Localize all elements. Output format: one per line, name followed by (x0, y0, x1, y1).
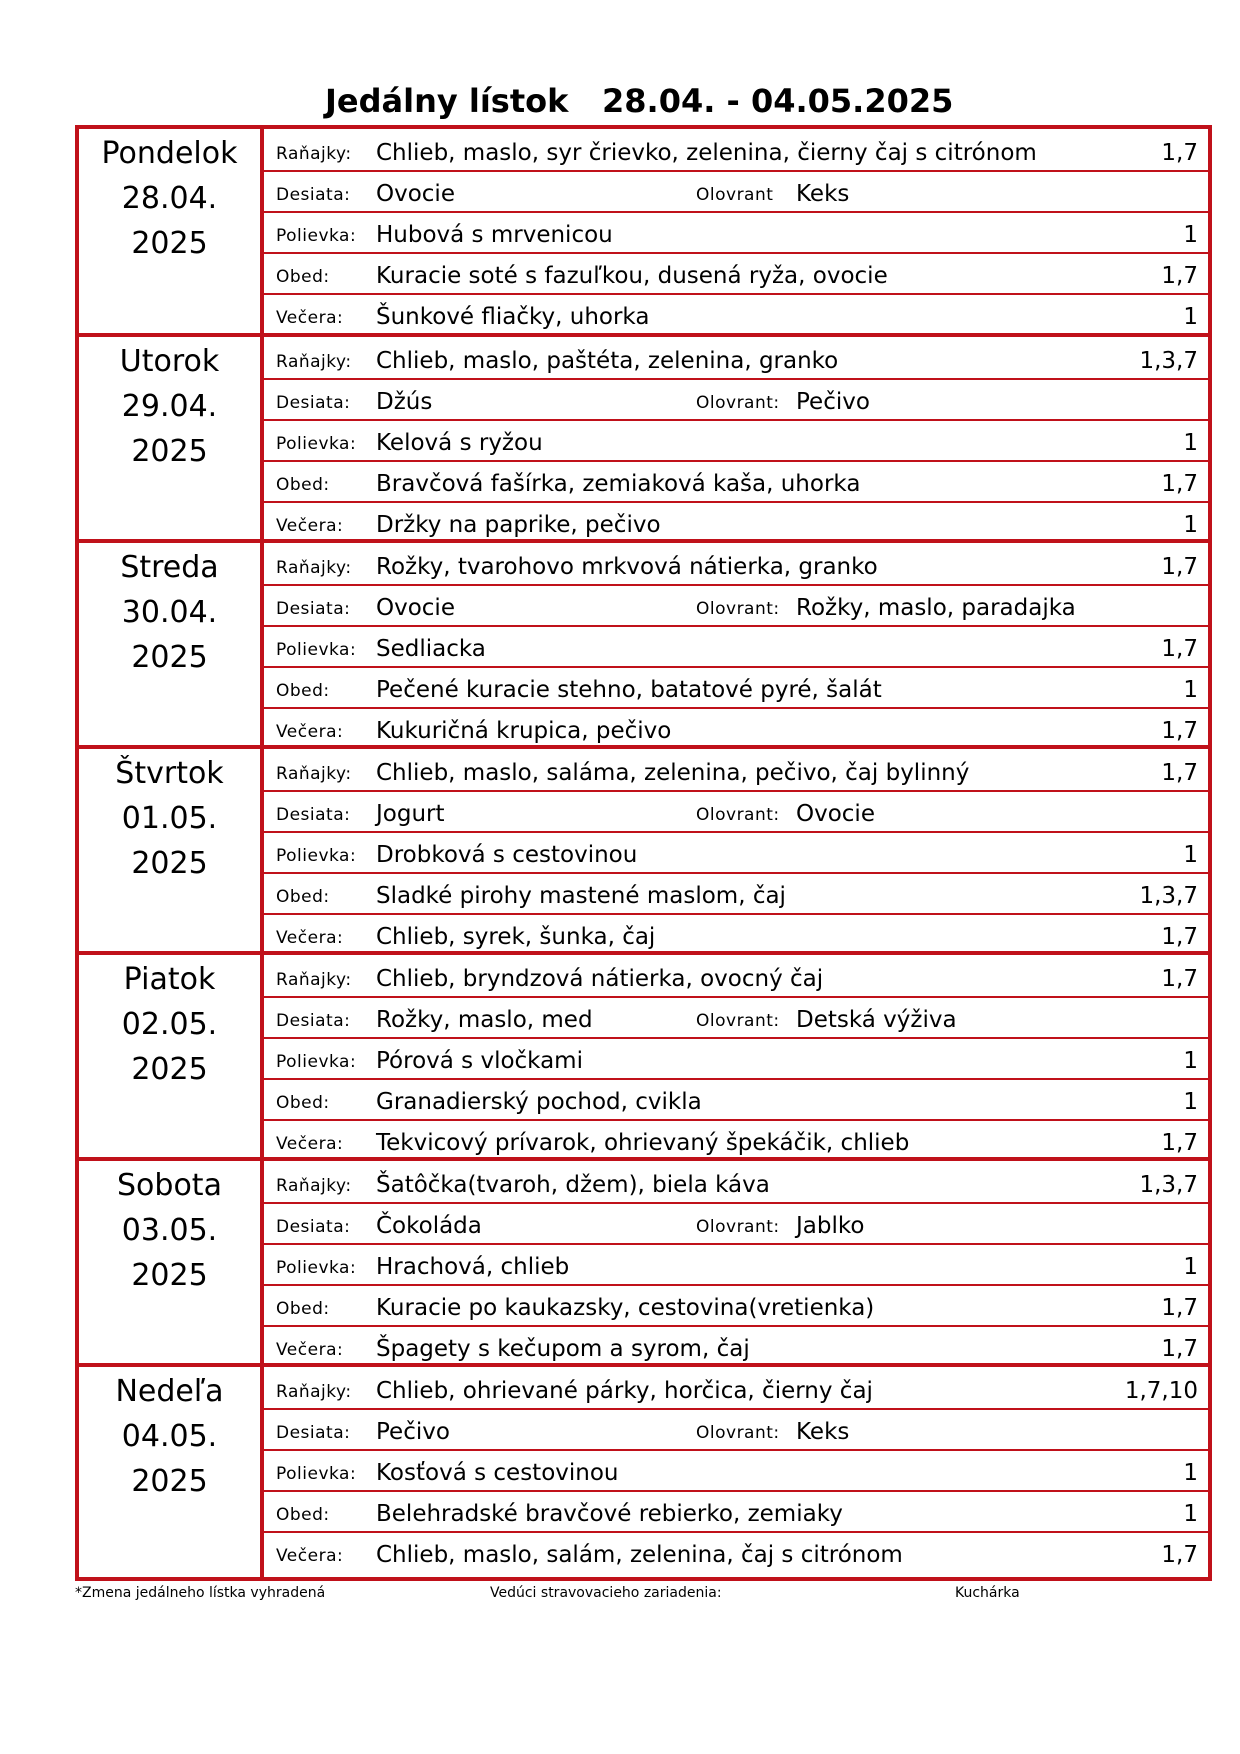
meal-row-breakfast (264, 337, 1208, 380)
meal-dish: Šunkové fliačky, uhorka (376, 304, 650, 330)
footer-manager: Vedúci stravovacieho zariadenia: (490, 1585, 722, 1601)
meal-label: Večera: (276, 308, 344, 328)
day-name: Nedeľa (115, 1374, 224, 1409)
meal-row-breakfast (264, 1367, 1208, 1410)
day-heading (79, 129, 264, 335)
meal-label: Večera: (276, 516, 344, 536)
meal-row-snack (264, 1408, 1208, 1451)
meal-row-soup (264, 625, 1208, 668)
meal-row-dinner (264, 1119, 1208, 1160)
day-year: 2025 (131, 434, 208, 469)
meal-dish: Kosťová s cestovinou (376, 1460, 619, 1486)
page-title (0, 78, 1240, 126)
meal-dish: Chlieb, maslo, salám, zelenina, čaj s citrónom (376, 1542, 903, 1568)
day-date: 30.04. (121, 595, 218, 630)
day-year: 2025 (131, 846, 208, 881)
allergens: 1,7 (1161, 1295, 1198, 1321)
meal-row-snack (264, 378, 1208, 421)
allergens: 1 (1183, 304, 1198, 330)
meal-label: Raňajky: (276, 558, 352, 578)
olovrant-label: Olovrant: (696, 1011, 780, 1031)
olovrant-label: Olovrant: (696, 1423, 780, 1443)
meal-dish: Tekvicový prívarok, ohrievaný špekáčik, chlieb (376, 1130, 910, 1156)
day-name: Utorok (119, 344, 220, 379)
meal-dish: Pečené kuracie stehno, batatové pyré, šalát (376, 677, 882, 703)
meal-label: Polievka: (276, 1258, 357, 1278)
day-heading (79, 749, 264, 953)
meal-dish: Sedliacka (376, 636, 486, 662)
meal-label: Raňajky: (276, 1382, 352, 1402)
allergens: 1,7 (1161, 1130, 1198, 1156)
olovrant-dish: Detská výživa (796, 1007, 957, 1033)
meal-dish: Pórová s vločkami (376, 1048, 583, 1074)
meal-dish: Ovocie (376, 181, 455, 207)
meal-dish: Rožky, tvarohovo mrkvová nátierka, granko (376, 554, 878, 580)
allergens: 1,3,7 (1139, 348, 1198, 374)
olovrant-label: Olovrant: (696, 805, 780, 825)
meal-list (264, 543, 1208, 747)
meal-label: Obed: (276, 1093, 330, 1113)
meal-label: Polievka: (276, 640, 357, 660)
meal-label: Večera: (276, 1134, 344, 1154)
meal-label: Raňajky: (276, 1176, 352, 1196)
allergens: 1 (1183, 1254, 1198, 1280)
meal-dish: Držky na paprike, pečivo (376, 512, 661, 538)
meal-row-snack (264, 170, 1208, 213)
allergens: 1,7 (1161, 718, 1198, 744)
day-name: Sobota (117, 1168, 222, 1203)
meal-dish: Hrachová, chlieb (376, 1254, 570, 1280)
meal-list (264, 129, 1208, 335)
meal-label: Desiata: (276, 1011, 351, 1031)
day-heading (79, 955, 264, 1159)
day-name: Štvrtok (115, 756, 224, 791)
meal-dish: Ovocie (376, 595, 455, 621)
day-block-1 (79, 333, 1208, 541)
olovrant-dish: Ovocie (796, 801, 875, 827)
meal-dish: Kukuričná krupica, pečivo (376, 718, 672, 744)
meal-dish: Kelová s ryžou (376, 430, 543, 456)
allergens: 1,7 (1161, 966, 1198, 992)
allergens: 1,7 (1161, 1336, 1198, 1362)
allergens: 1,7 (1161, 554, 1198, 580)
meal-row-soup (264, 1037, 1208, 1080)
day-name: Piatok (123, 962, 216, 997)
allergens: 1,7,10 (1124, 1378, 1198, 1404)
meal-dish: Belehradské bravčové rebierko, zemiaky (376, 1501, 843, 1527)
allergens: 1,7 (1161, 924, 1198, 950)
meal-row-breakfast (264, 955, 1208, 998)
meal-label: Polievka: (276, 226, 357, 246)
meal-row-dinner (264, 1325, 1208, 1366)
meal-row-lunch (264, 252, 1208, 295)
meal-list (264, 337, 1208, 541)
meal-label: Večera: (276, 722, 344, 742)
allergens: 1 (1183, 1089, 1198, 1115)
olovrant-label: Olovrant: (696, 599, 780, 619)
allergens: 1 (1183, 677, 1198, 703)
meal-dish: Čokoláda (376, 1213, 482, 1239)
day-name: Pondelok (101, 136, 238, 171)
allergens: 1 (1183, 1501, 1198, 1527)
allergens: 1,3,7 (1139, 883, 1198, 909)
meal-row-dinner (264, 913, 1208, 954)
day-block-5 (79, 1157, 1208, 1365)
meal-row-dinner (264, 707, 1208, 748)
meal-label: Večera: (276, 1546, 344, 1566)
meal-row-snack (264, 1202, 1208, 1245)
day-year: 2025 (131, 1052, 208, 1087)
meal-row-soup (264, 1243, 1208, 1286)
day-year: 2025 (131, 226, 208, 261)
meal-list (264, 955, 1208, 1159)
day-block-0 (79, 129, 1208, 335)
title-text: Jedálny lístok (325, 82, 569, 120)
olovrant-dish: Rožky, maslo, paradajka (796, 595, 1076, 621)
olovrant-label: Olovrant: (696, 1217, 780, 1237)
meal-label: Raňajky: (276, 144, 352, 164)
meal-label: Desiata: (276, 185, 351, 205)
title-dates: 28.04. - 04.05.2025 (602, 82, 954, 120)
meal-label: Obed: (276, 887, 330, 907)
allergens: 1,7 (1161, 1542, 1198, 1568)
meal-label: Večera: (276, 1340, 344, 1360)
meal-dish: Chlieb, bryndzová nátierka, ovocný čaj (376, 966, 824, 992)
meal-label: Večera: (276, 928, 344, 948)
meal-row-soup (264, 211, 1208, 254)
day-block-4 (79, 951, 1208, 1159)
meal-dish: Chlieb, maslo, saláma, zelenina, pečivo, čaj bylinný (376, 760, 970, 786)
allergens: 1,7 (1161, 140, 1198, 166)
meal-row-soup (264, 419, 1208, 462)
meal-label: Obed: (276, 475, 330, 495)
meal-dish: Sladké pirohy mastené maslom, čaj (376, 883, 786, 909)
meal-label: Desiata: (276, 805, 351, 825)
meal-label: Desiata: (276, 1217, 351, 1237)
day-block-3 (79, 745, 1208, 953)
meal-label: Polievka: (276, 1464, 357, 1484)
meal-dish: Džús (376, 389, 433, 415)
allergens: 1 (1183, 222, 1198, 248)
day-heading (79, 1161, 264, 1365)
meal-dish: Kuracie soté s fazuľkou, dusená ryža, ovocie (376, 263, 888, 289)
meal-dish: Hubová s mrvenicou (376, 222, 613, 248)
day-year: 2025 (131, 1258, 208, 1293)
footer-cook: Kuchárka (955, 1585, 1020, 1601)
meal-label: Raňajky: (276, 764, 352, 784)
allergens: 1 (1183, 1460, 1198, 1486)
meal-row-lunch (264, 460, 1208, 503)
meal-dish: Chlieb, syrek, šunka, čaj (376, 924, 656, 950)
allergens: 1 (1183, 430, 1198, 456)
meal-dish: Kuracie po kaukazsky, cestovina(vretienka) (376, 1295, 875, 1321)
meal-dish: Špagety s kečupom a syrom, čaj (376, 1336, 750, 1362)
meal-row-lunch (264, 666, 1208, 709)
allergens: 1 (1183, 512, 1198, 538)
meal-dish: Šatôčka(tvaroh, džem), biela káva (376, 1172, 770, 1198)
meal-row-soup (264, 1449, 1208, 1492)
meal-dish: Granadierský pochod, cvikla (376, 1089, 702, 1115)
meal-row-dinner (264, 1531, 1208, 1572)
allergens: 1,3,7 (1139, 1172, 1198, 1198)
day-date: 29.04. (121, 389, 218, 424)
meal-dish: Bravčová fašírka, zemiaková kaša, uhorka (376, 471, 861, 497)
day-date: 03.05. (121, 1213, 218, 1248)
olovrant-dish: Pečivo (796, 389, 870, 415)
day-heading (79, 337, 264, 541)
olovrant-label: Olovrant: (696, 393, 780, 413)
meal-dish: Chlieb, maslo, syr črievko, zelenina, čierny čaj s citrónom (376, 140, 1037, 166)
meal-dish: Chlieb, maslo, paštéta, zelenina, granko (376, 348, 839, 374)
olovrant-label: Olovrant (696, 185, 774, 205)
day-heading (79, 543, 264, 747)
meal-list (264, 1367, 1208, 1577)
day-heading (79, 1367, 264, 1577)
meal-label: Desiata: (276, 393, 351, 413)
meal-row-snack (264, 584, 1208, 627)
day-date: 28.04. (121, 181, 218, 216)
meal-row-breakfast (264, 1161, 1208, 1204)
meal-row-snack (264, 790, 1208, 833)
olovrant-dish: Keks (796, 1419, 850, 1445)
meal-row-snack (264, 996, 1208, 1039)
meal-label: Polievka: (276, 434, 357, 454)
meal-row-lunch (264, 1078, 1208, 1121)
day-date: 01.05. (121, 801, 218, 836)
day-date: 04.05. (121, 1419, 218, 1454)
meal-list (264, 749, 1208, 953)
meal-label: Polievka: (276, 846, 357, 866)
menu-table (75, 125, 1212, 1581)
meal-label: Obed: (276, 1299, 330, 1319)
meal-label: Desiata: (276, 1423, 351, 1443)
day-block-6 (79, 1363, 1208, 1577)
allergens: 1,7 (1161, 263, 1198, 289)
meal-row-breakfast (264, 749, 1208, 792)
meal-row-dinner (264, 293, 1208, 334)
meal-dish: Chlieb, ohrievané párky, horčica, čierny čaj (376, 1378, 873, 1404)
meal-label: Obed: (276, 1505, 330, 1525)
day-block-2 (79, 539, 1208, 747)
meal-label: Obed: (276, 681, 330, 701)
meal-row-lunch (264, 872, 1208, 915)
allergens: 1,7 (1161, 636, 1198, 662)
meal-dish: Jogurt (376, 801, 445, 827)
allergens: 1 (1183, 1048, 1198, 1074)
meal-row-breakfast (264, 543, 1208, 586)
meal-row-lunch (264, 1284, 1208, 1327)
day-date: 02.05. (121, 1007, 218, 1042)
meal-dish: Drobková s cestovinou (376, 842, 638, 868)
allergens: 1,7 (1161, 760, 1198, 786)
meal-label: Polievka: (276, 1052, 357, 1072)
footer-note: *Zmena jedálneho lístka vyhradená (75, 1585, 326, 1601)
meal-row-lunch (264, 1490, 1208, 1533)
allergens: 1,7 (1161, 471, 1198, 497)
day-year: 2025 (131, 640, 208, 675)
meal-label: Desiata: (276, 599, 351, 619)
meal-dish: Pečivo (376, 1419, 450, 1445)
meal-list (264, 1161, 1208, 1365)
meal-label: Obed: (276, 267, 330, 287)
day-year: 2025 (131, 1464, 208, 1499)
olovrant-dish: Keks (796, 181, 850, 207)
meal-row-dinner (264, 501, 1208, 542)
meal-row-breakfast (264, 129, 1208, 172)
meal-label: Raňajky: (276, 970, 352, 990)
olovrant-dish: Jablko (796, 1213, 865, 1239)
meal-dish: Rožky, maslo, med (376, 1007, 593, 1033)
allergens: 1 (1183, 842, 1198, 868)
meal-row-soup (264, 831, 1208, 874)
day-name: Streda (120, 550, 219, 585)
meal-label: Raňajky: (276, 352, 352, 372)
